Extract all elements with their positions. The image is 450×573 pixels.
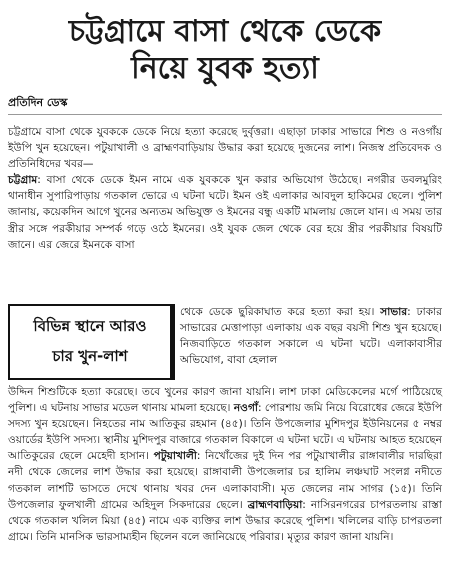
intro-paragraph: চট্টগ্রামে বাসা থেকে যুবককে ডেকে নিয়ে হত্যা করেছে দুর্বৃত্তরা। এছাড়া ঢাকার সাভারে শিশু ও নওগাঁয় ইউপি খুন হয়েছেন। পটুয়াখালী ও ব্রাহ্মণবাড়িয়ায় উদ্ধার করা হয়েছে দুজনের লাশ। নিজস্ব প্রতিবেদক ও প্রতিনিধিদের খবর—: [8, 126, 442, 171]
savar-label: সাভার: [380, 306, 408, 318]
patuakhali-text: : নিখোঁজের দুই দিন পর পটুয়াখালীর রাঙ্গাবালীর দারছিরা নদী থেকে জেলের লাশ উদ্ধার করা হয়েছে। রাঙ্গাবালী উপজেলার চর হালিম লঞ্চঘাট সংলগ্ন নদীতে গতকাল লাশটি ভাসতে দেখে থানায় খবর দেন এলাকাবাসী। মৃত জেলের নাম সাগর (১৫)। তিনি উপজেলার ফুলখালী গ্রামের অহিদুল সিকদারের ছেলে।: [8, 450, 442, 511]
subhead-line-1: বিভিন্ন স্থানে আরও: [33, 317, 147, 335]
chattogram-paragraph: [8, 172, 442, 252]
headline-line-2: নিয়ে যুবক হত্যা: [131, 51, 319, 86]
headline-line-1: চট্টগ্রামে বাসা থেকে ডেকে: [68, 14, 382, 49]
brahmanbaria-label: ব্রাহ্মণবাড়িয়া: [247, 498, 303, 511]
byline-divider: [8, 114, 442, 115]
subhead-box: [8, 304, 175, 380]
desk-byline: প্রতিদিন ডেস্ক: [8, 96, 68, 109]
savar-text: : ঢাকার সাভারের মেত্তাপাড়া এলাকায় এক বছর বয়সী শিশু খুন হয়েছে। নিজবাড়িতে গতকাল সকালে এ ঘটনা ঘটে। এলাকাবাসীর অভিযোগ, বাবা হেলাল: [180, 306, 442, 367]
naogaon-text: : পোরশায় জমি নিয়ে বিরোধের জেরে ইউপি সদস্য খুন হয়েছেন। নিহতের নাম আতিকুর রহমান (৪৫)। তিনি উপজেলার মুশিদপুর ইউনিয়নের ৫ নম্বর ওয়ার্ডের ইউপি সদস্য। স্থানীয় মুশিদপুর বাজারে গতকাল বিকালে এ ঘটনা ঘটে। এ ঘটনায় আহত হয়েছেন আতিকুরের ছেলে মেহেদী হাসান।: [8, 402, 443, 463]
top-strip: [0, 0, 450, 8]
patuakhali-label: পটুয়াখালী: [153, 450, 197, 463]
chattogram-label: চট্টগ্রাম: [8, 174, 38, 187]
subhead-line-2: চার খুন-লাশ: [52, 347, 128, 365]
naogaon-label: নওগাঁ: [233, 402, 258, 415]
chattogram-text: : বাসা থেকে ডেকে ইমন নামে এক যুবককে খুন করার অভিযোগ উঠেছে। নগরীর ডবলমুরিং থানাধীন সুপারিপাড়ায় গতকাল ভোরে এ ঘটনা ঘটে। ইমন ওই এলাকার আবদুল হাকিমের ছেলে। পুলিশ জানায়, কয়েকদিন আগে খুনের অন্যতম অভিযুক্ত ও ইমনের বন্ধু একটি মামলায় জেলে যান। এ সময় তার স্ত্রীর সঙ্গে পরকীয়ার সম্পর্ক গড়ে ওঠে ইমনের। ওই যুবক জেল থেকে বের হয়ে স্ত্রীর পরকীয়ার বিষয়টি জানে। এর জেরে ইমনকে বাসা: [8, 174, 442, 251]
article-right-column: [180, 304, 442, 368]
article-bottom: [8, 384, 442, 545]
savar-ending: উদ্দিন শিশুটিকে হত্যা করেছে। তবে খুনের কারণ জানা যায়নি। লাশ ঢাকা মেডিকেলের মর্গে পাঠিয়েছে পুলিশ। এ ঘটনায় সাভার মডেল থানায় মামলা হয়েছে।: [8, 386, 442, 415]
article-top: [8, 124, 442, 253]
headline: [10, 14, 440, 88]
brahmanbaria-text: : নাসিরনগরের চাপরতলায় রাস্তা থেকে গতকাল খলিল মিয়া (৪৫) নামে এক ব্যক্তির লাশ উদ্ধার করেছে পুলিশ। খলিলের বাড়ি চাপরতলা গ্রামে। তিনি মানসিক ভারসাম্যহীন ছিলেন বলে জানিয়েছে পরিবার। মৃত্যুর কারণ জানা যায়নি।: [8, 498, 442, 543]
chattogram-ending: থেকে ডেকে ছুরিকাঘাত করে হত্যা করা হয়।: [180, 306, 381, 318]
